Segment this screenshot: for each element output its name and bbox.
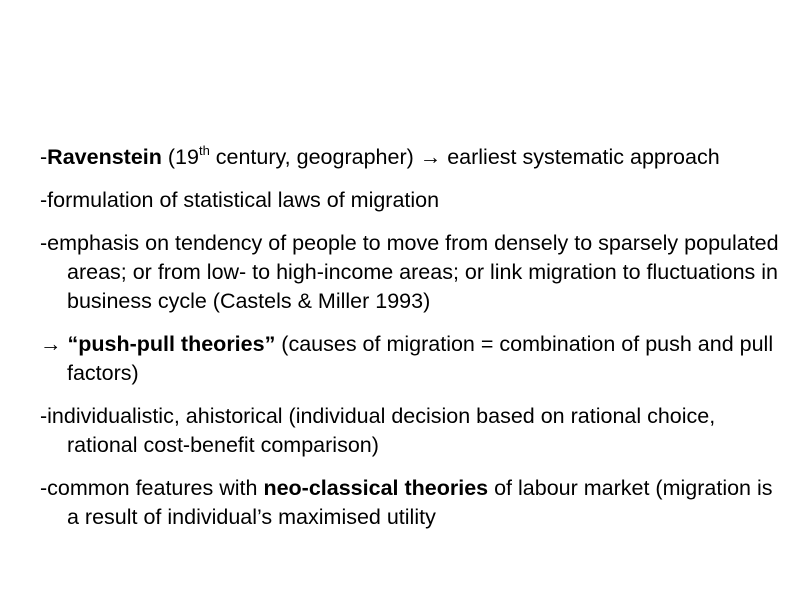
paragraph-prefix: - (40, 145, 48, 169)
paragraph-text: of labour market (migration is a result of individual’s maximised utility (67, 476, 773, 529)
paragraph-text: (19 (161, 145, 199, 169)
bullet-list (40, 143, 780, 546)
paragraph-ravenstein (40, 143, 780, 172)
paragraph-text: -emphasis on tendency of people to move from densely to sparsely populated areas; or from low- to high-income areas; or link migration to fluctuations in business cycle (Castels & Miller 1993) (40, 231, 779, 313)
push-pull-term: “push-pull theories” (67, 332, 276, 356)
paragraph-text: century, geographer) → earliest systematic approach (209, 145, 720, 169)
neo-classical-term: neo-classical theories (263, 476, 489, 500)
paragraph-neo-classical (40, 474, 780, 532)
paragraph-individualistic (40, 402, 780, 460)
paragraph-text: -individualistic, ahistorical (individual decision based on rational choice, rational cost-benefit comparison) (40, 404, 716, 457)
paragraph-prefix: -common features with (40, 476, 264, 500)
ravenstein-name: Ravenstein (47, 145, 162, 169)
paragraph-text: -formulation of statistical laws of migration (40, 188, 440, 212)
paragraph-statistical-laws (40, 186, 780, 215)
paragraph-push-pull (40, 330, 780, 388)
arrow-prefix: → (40, 332, 68, 356)
paragraph-emphasis (40, 229, 780, 316)
paragraph-text: (causes of migration = combination of push and pull factors) (67, 332, 774, 385)
superscript-th: th (198, 143, 210, 158)
